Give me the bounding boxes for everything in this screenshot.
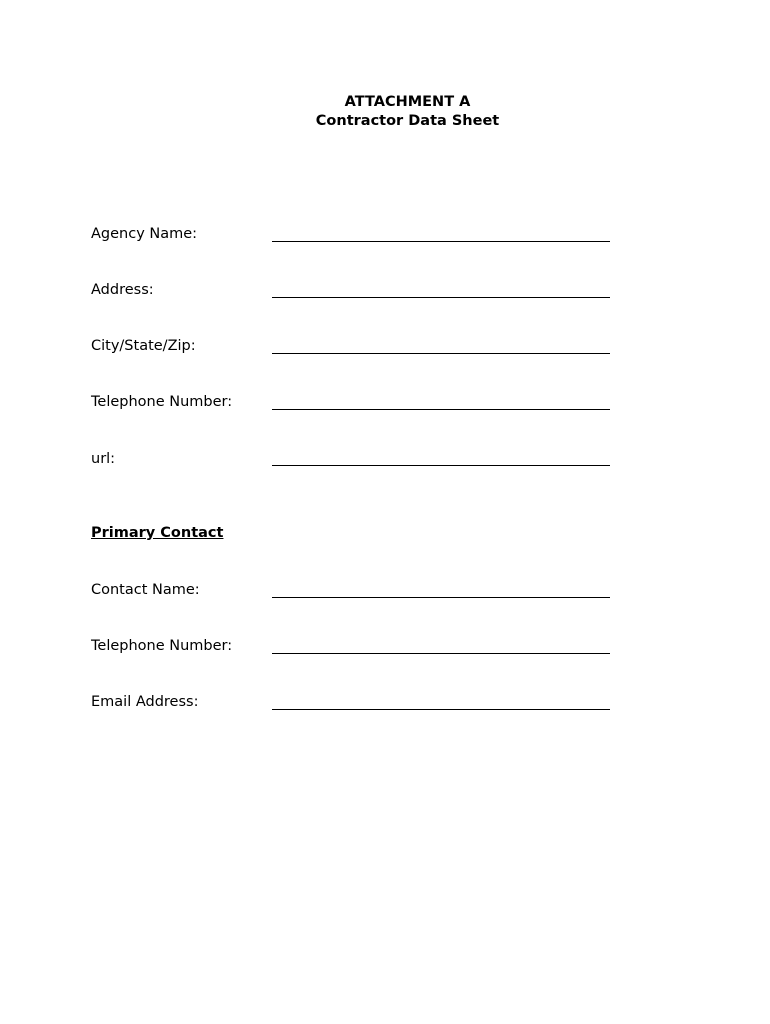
agency-name-label: Agency Name: [91, 226, 198, 242]
email-address-field[interactable] [272, 709, 610, 710]
contact-telephone-label: Telephone Number: [91, 638, 233, 654]
contact-name-label: Contact Name: [91, 582, 200, 598]
email-address-label: Email Address: [91, 694, 199, 710]
address-field[interactable] [272, 297, 610, 298]
document-header [0, 93, 770, 131]
attachment-title: ATTACHMENT A [344, 94, 471, 110]
url-label: url: [91, 451, 116, 467]
city-state-zip-field[interactable] [272, 353, 610, 354]
city-state-zip-label: City/State/Zip: [91, 338, 196, 354]
contact-telephone-field[interactable] [272, 653, 610, 654]
agency-name-field[interactable] [272, 241, 610, 242]
sheet-title: Contractor Data Sheet [315, 113, 500, 129]
contact-name-field[interactable] [272, 597, 610, 598]
primary-contact-heading: Primary Contact [91, 525, 224, 541]
address-label: Address: [91, 282, 154, 298]
telephone-number-label: Telephone Number: [91, 394, 233, 410]
telephone-number-field[interactable] [272, 409, 610, 410]
url-field[interactable] [272, 465, 610, 466]
